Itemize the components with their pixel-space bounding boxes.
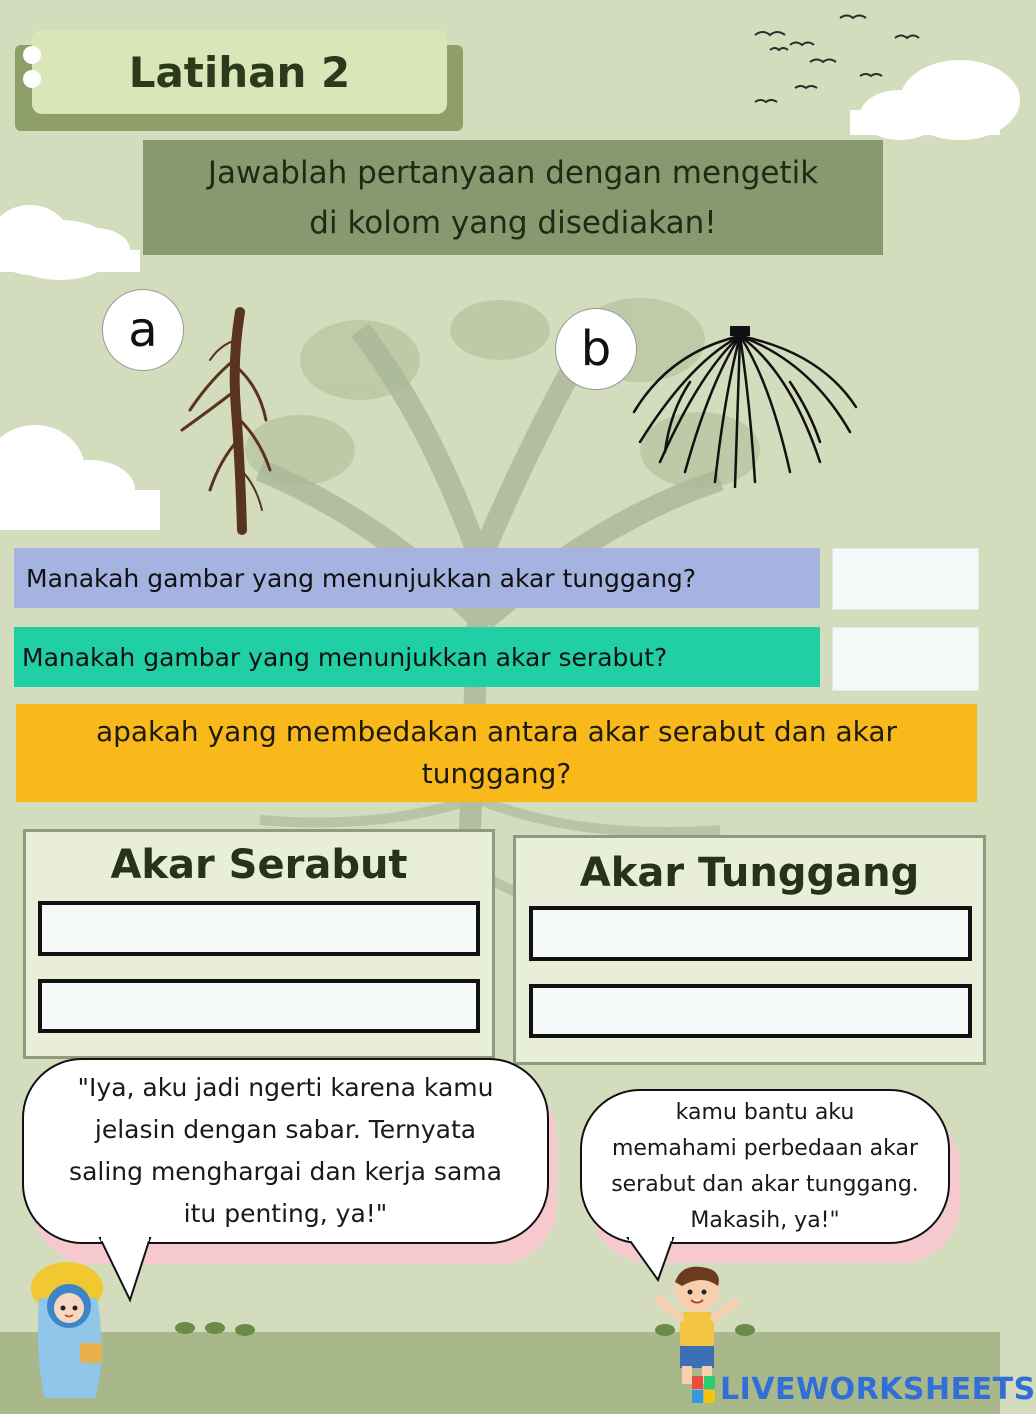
- speech-bubble-right: [580, 1089, 950, 1244]
- liveworksheets-logo-icon: [692, 1376, 716, 1404]
- instruction-box: [143, 140, 883, 255]
- answer-input-taproot[interactable]: [832, 548, 979, 610]
- instruction-text: Jawablah pertanyaan dengan mengetik di kolom yang disediakan!: [207, 154, 819, 241]
- panel-title-tunggang: Akar Tunggang: [579, 850, 920, 896]
- speech-bubble-left: [22, 1058, 549, 1244]
- girl-character-icon: [25, 1258, 115, 1408]
- speech-text-right: kamu bantu aku memahami perbedaan akar serabut dan akar tunggang. Makasih, ya!": [611, 1099, 919, 1233]
- question-fibrous: [14, 627, 820, 687]
- speech-text-left: "Iya, aku jadi ngerti karena kamu jelasin dengan sabar. Ternyata saling menghargai dan kerja sama itu penting, ya!": [69, 1073, 502, 1228]
- answer-field-tunggang-2[interactable]: [529, 984, 972, 1038]
- binder-ring: [23, 70, 41, 88]
- answer-field-tunggang-1[interactable]: [529, 906, 972, 961]
- answer-field-serabut-1[interactable]: [38, 901, 480, 956]
- label-a: a: [102, 289, 184, 371]
- binder-ring: [23, 46, 41, 64]
- question-text: Manakah gambar yang menunjukkan akar tunggang?: [26, 563, 697, 593]
- brand-text[interactable]: LIVEWORKSHEETS: [720, 1372, 1036, 1407]
- label-b: b: [555, 308, 637, 390]
- answer-field-serabut-2[interactable]: [38, 979, 480, 1033]
- panel-title-serabut: Akar Serabut: [110, 842, 408, 888]
- taproot-icon: [170, 300, 280, 540]
- question-taproot: [14, 548, 820, 608]
- question-text: Manakah gambar yang menunjukkan akar serabut?: [22, 642, 668, 672]
- page-title: Latihan 2: [32, 30, 447, 114]
- answer-input-fibrous[interactable]: [832, 627, 979, 691]
- essay-question-text: apakah yang membedakan antara akar serabut dan akar tunggang?: [95, 715, 898, 790]
- essay-question: [16, 704, 977, 802]
- fibrous-root-icon: [630, 322, 860, 492]
